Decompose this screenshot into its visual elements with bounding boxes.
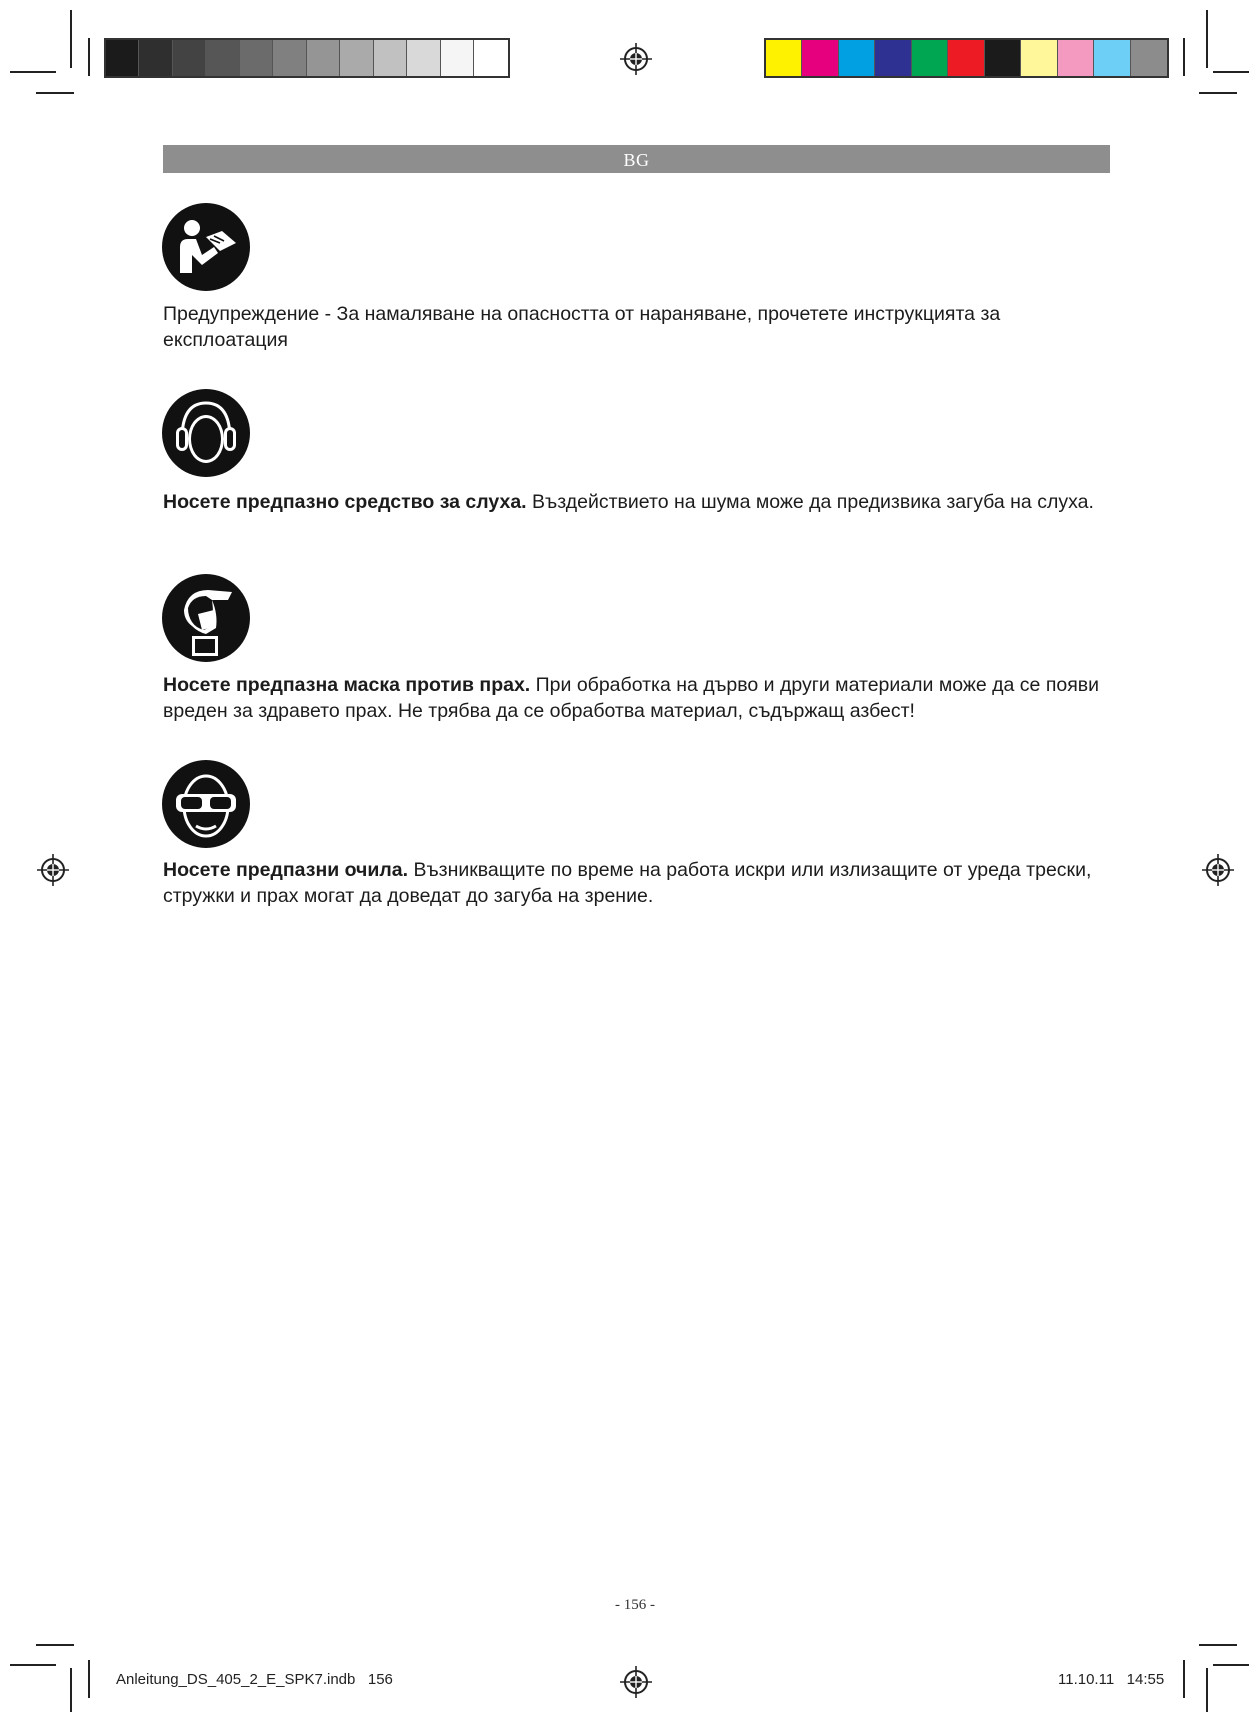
- crop-mark: [36, 92, 74, 94]
- crop-mark: [1206, 10, 1208, 68]
- crop-mark: [1213, 71, 1249, 73]
- color-swatch: [307, 40, 340, 76]
- crop-mark: [36, 1644, 74, 1646]
- color-swatch: [1058, 40, 1094, 76]
- color-swatch: [875, 40, 911, 76]
- color-swatch: [1131, 40, 1167, 76]
- language-header: BG: [163, 145, 1110, 173]
- grayscale-calibration-bar: [104, 38, 510, 78]
- section-text: Възникващите по време на работа искри или излизащите от уреда трески, стружки и прах могат да доведат до загуба на зрение.: [163, 859, 1092, 907]
- color-swatch: [948, 40, 984, 76]
- section-bold-lead: Носете предпазно средство за слуха.: [163, 491, 527, 513]
- color-swatch: [374, 40, 407, 76]
- crop-mark: [88, 38, 90, 76]
- dust-mask-text: [163, 672, 1113, 724]
- registration-mark-icon: [619, 42, 653, 76]
- crop-mark: [1183, 1660, 1185, 1698]
- color-swatch: [273, 40, 306, 76]
- section-bold-lead: Носете предпазни очила.: [163, 859, 409, 881]
- warning-read-manual-text: [163, 301, 1113, 353]
- color-swatch: [839, 40, 875, 76]
- color-swatch: [474, 40, 507, 76]
- color-swatch: [802, 40, 838, 76]
- registration-mark-icon: [36, 853, 70, 887]
- crop-mark: [70, 10, 72, 68]
- color-swatch: [912, 40, 948, 76]
- crop-mark: [88, 1660, 90, 1698]
- color-swatch: [206, 40, 239, 76]
- color-swatch: [173, 40, 206, 76]
- safety-goggles-icon: [162, 760, 250, 848]
- hearing-protection-icon: [162, 389, 250, 477]
- color-swatch: [441, 40, 474, 76]
- color-swatch: [340, 40, 373, 76]
- crop-mark: [1199, 92, 1237, 94]
- color-swatch: [407, 40, 440, 76]
- registration-mark-icon: [1201, 853, 1235, 887]
- crop-mark: [1213, 1664, 1249, 1666]
- color-swatch: [106, 40, 139, 76]
- crop-mark: [1199, 1644, 1237, 1646]
- crop-mark: [10, 71, 56, 73]
- color-swatch: [1021, 40, 1057, 76]
- color-calibration-bar: [764, 38, 1169, 78]
- safety-goggles-text: [163, 857, 1113, 909]
- crop-mark: [70, 1668, 72, 1712]
- color-swatch: [240, 40, 273, 76]
- color-swatch: [1094, 40, 1130, 76]
- section-text: При обработка на дърво и други материали може да се появи вреден за здравето прах. Не трябва да се обработва материал, съдържащ азбест!: [163, 674, 1100, 722]
- section-text: Предупреждение - За намаляване на опасността от нараняване, прочетете инструкцията за експлоатация: [163, 303, 1001, 351]
- date-time-slug: 11.10.11 14:55: [1058, 1671, 1165, 1688]
- page-number: - 156 -: [615, 1597, 655, 1613]
- section-text: Въздействието на шума може да предизвика загуба на слуха.: [526, 491, 1094, 513]
- file-name-slug: Anleitung_DS_405_2_E_SPK7.indb 156: [116, 1671, 393, 1688]
- read-manual-icon: [162, 203, 250, 291]
- dust-mask-icon: [162, 574, 250, 662]
- color-swatch: [139, 40, 172, 76]
- color-swatch: [766, 40, 802, 76]
- crop-mark: [10, 1664, 56, 1666]
- crop-mark: [1206, 1668, 1208, 1712]
- crop-mark: [1183, 38, 1185, 76]
- hearing-protection-text: [163, 489, 1113, 515]
- registration-mark-icon: [619, 1665, 653, 1699]
- section-bold-lead: Носете предпазна маска против прах.: [163, 674, 531, 696]
- color-swatch: [985, 40, 1021, 76]
